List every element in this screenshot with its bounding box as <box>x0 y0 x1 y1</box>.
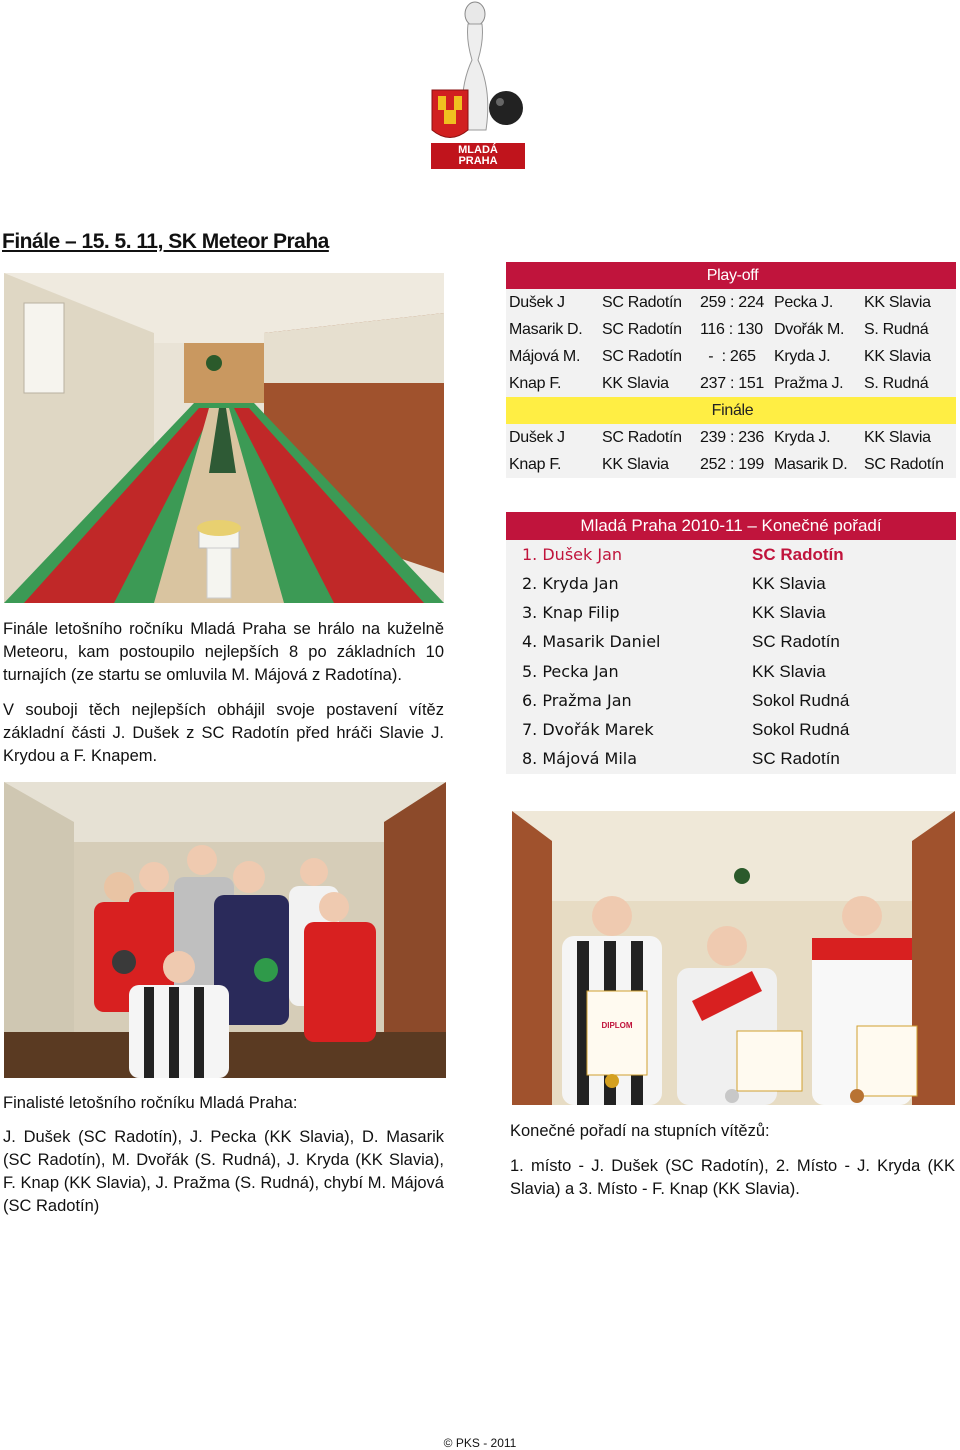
list-item <box>522 632 952 661</box>
standing-club: Sokol Rudná <box>752 691 850 710</box>
player1: Májová M. <box>506 343 599 370</box>
list-item <box>522 691 952 720</box>
list-item <box>522 574 952 603</box>
logo-text-line2: PRAHA <box>458 155 498 167</box>
table-row <box>506 370 956 397</box>
list-item <box>522 720 952 749</box>
table-row <box>506 343 956 370</box>
standing-club: SC Radotín <box>752 632 840 651</box>
club2: SC Radotín <box>861 451 956 478</box>
finalists-title: Finalisté letošního ročníku Mladá Praha: <box>3 1094 298 1112</box>
finalists-group-photo <box>4 782 446 1078</box>
diploma-label: DIPLOM <box>601 1021 633 1030</box>
list-item <box>522 749 952 778</box>
standing-name: 4. Masarik Daniel <box>522 632 661 651</box>
podium-photo <box>512 811 955 1105</box>
standing-club: SC Radotín <box>752 545 844 564</box>
finalists-list: J. Dušek (SC Radotín), J. Pecka (KK Slavia), D. Masarik (SC Radotín), M. Dvořák (S. Rudná), J. Kryda (KK Slavia), F. Knap (KK Slavia), J. Pražma (S. Rudná), chybí M. Májová (SC Radotín) <box>3 1128 444 1215</box>
score: 239 : 236 <box>697 424 771 451</box>
podium-text: 1. místo - J. Dušek (SC Radotín), 2. Místo - J. Kryda (KK Slavia) a 3. Místo - F. Knap (KK Slavia). <box>510 1157 955 1198</box>
player1: Dušek J <box>506 289 599 316</box>
player1: Knap F. <box>506 451 599 478</box>
score: 237 : 151 <box>697 370 771 397</box>
score: - : 265 <box>697 343 771 370</box>
mlada-praha-logo <box>428 0 528 170</box>
standing-club: Sokol Rudná <box>752 720 850 739</box>
standing-club: KK Slavia <box>752 662 826 681</box>
club2: KK Slavia <box>861 343 956 370</box>
standing-name: 7. Dvořák Marek <box>522 720 654 739</box>
list-item <box>522 603 952 632</box>
club1: SC Radotín <box>599 316 697 343</box>
club2: S. Rudná <box>861 316 956 343</box>
table-row <box>506 451 956 478</box>
standing-name: 1. Dušek Jan <box>522 545 623 564</box>
table-row <box>506 316 956 343</box>
podium-title: Konečné pořadí na stupních vítězů: <box>510 1122 770 1140</box>
club2: S. Rudná <box>861 370 956 397</box>
final-standings <box>506 512 956 774</box>
player2: Kryda J. <box>771 424 861 451</box>
club1: SC Radotín <box>599 424 697 451</box>
standing-club: KK Slavia <box>752 574 826 593</box>
standing-club: KK Slavia <box>752 603 826 622</box>
bowling-alley-photo <box>4 273 444 603</box>
club2: KK Slavia <box>861 424 956 451</box>
list-item <box>522 662 952 691</box>
player2: Kryda J. <box>771 343 861 370</box>
standing-name: 6. Pražma Jan <box>522 691 632 710</box>
club1: SC Radotín <box>599 289 697 316</box>
player2: Pražma J. <box>771 370 861 397</box>
player2: Masarik D. <box>771 451 861 478</box>
player1: Knap F. <box>506 370 599 397</box>
club2: KK Slavia <box>861 289 956 316</box>
player2: Dvořák M. <box>771 316 861 343</box>
club1: KK Slavia <box>599 451 697 478</box>
footer-copyright: © PKS - 2011 <box>443 1436 517 1450</box>
logo-text-line1: MLADÁ <box>458 144 498 156</box>
final-header-row <box>506 397 956 424</box>
player1: Masarik D. <box>506 316 599 343</box>
standing-club: SC Radotín <box>752 749 840 768</box>
standing-name: 8. Májová Mila <box>522 749 638 768</box>
standing-name: 3. Knap Filip <box>522 603 620 622</box>
score: 116 : 130 <box>697 316 771 343</box>
playoff-label: Play-off <box>506 262 956 289</box>
club1: KK Slavia <box>599 370 697 397</box>
standings-title: Mladá Praha 2010-11 – Konečné pořadí <box>506 512 956 540</box>
page-heading: Finále – 15. 5. 11, SK Meteor Praha <box>2 230 329 253</box>
standing-name: 2. Kryda Jan <box>522 574 619 593</box>
club1: SC Radotín <box>599 343 697 370</box>
intro-paragraph-2: V souboji těch nejlepších obhájil svoje postavení vítěz základní části J. Dušek z SC Radotín před hráči Slavie J. Krydou a F. Knapem. <box>3 701 444 765</box>
player1: Dušek J <box>506 424 599 451</box>
results-table <box>506 262 956 478</box>
player2: Pecka J. <box>771 289 861 316</box>
intro-paragraph-1: Finále letošního ročníku Mladá Praha se hrálo na kuželně Meteoru, kam postoupilo nejlepších 8 po základních 10 turnajích (ze startu se omluvila M. Májová z Radotína). <box>3 620 444 684</box>
list-item <box>522 545 952 574</box>
standing-name: 5. Pecka Jan <box>522 662 619 681</box>
table-row <box>506 424 956 451</box>
final-label: Finále <box>506 397 956 424</box>
score: 259 : 224 <box>697 289 771 316</box>
table-row <box>506 289 956 316</box>
playoff-header-row <box>506 262 956 289</box>
score: 252 : 199 <box>697 451 771 478</box>
